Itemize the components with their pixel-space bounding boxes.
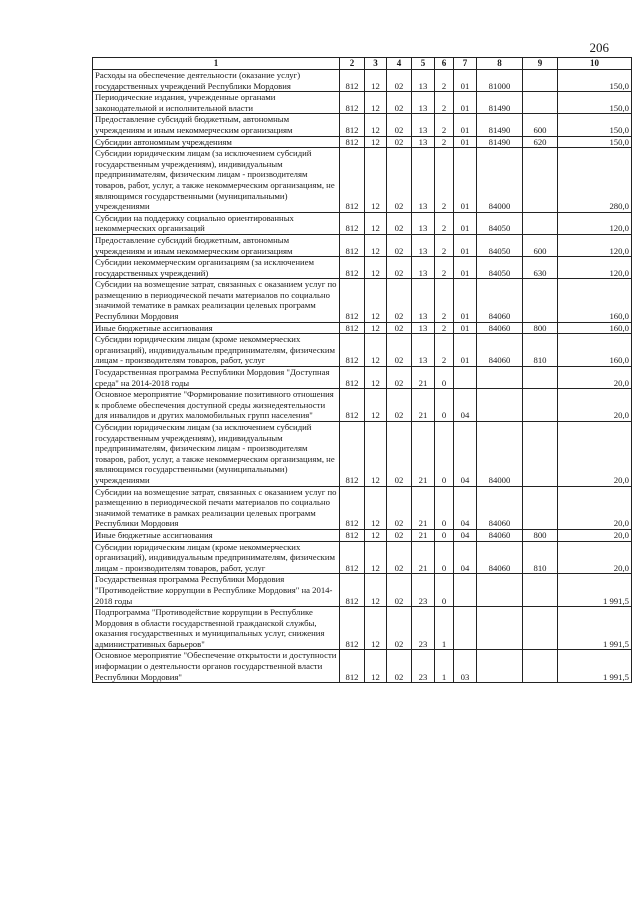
- code-cell: 02: [387, 234, 412, 256]
- code-cell: 21: [412, 486, 435, 529]
- code-cell: 21: [412, 422, 435, 487]
- code-cell: 12: [365, 279, 387, 322]
- table-row: [93, 486, 632, 529]
- col-header: 8: [477, 58, 523, 70]
- code-cell: 600: [523, 114, 558, 136]
- code-cell: 13: [412, 322, 435, 334]
- code-cell: 02: [387, 148, 412, 213]
- amount-cell: 1 991,5: [558, 650, 632, 683]
- col-header: 1: [93, 58, 340, 70]
- col-header: 4: [387, 58, 412, 70]
- code-cell: [477, 574, 523, 607]
- code-cell: 12: [365, 70, 387, 92]
- code-cell: 02: [387, 70, 412, 92]
- code-cell: 12: [365, 367, 387, 389]
- amount-cell: 20,0: [558, 541, 632, 574]
- table-row: [93, 136, 632, 148]
- code-cell: 02: [387, 279, 412, 322]
- table-row: [93, 279, 632, 322]
- code-cell: 0: [435, 541, 454, 574]
- code-cell: 12: [365, 422, 387, 487]
- code-cell: 81490: [477, 136, 523, 148]
- code-cell: 12: [365, 234, 387, 256]
- code-cell: 2: [435, 234, 454, 256]
- code-cell: 12: [365, 257, 387, 279]
- code-cell: [523, 486, 558, 529]
- amount-cell: 1 991,5: [558, 574, 632, 607]
- row-name: Подпрограмма "Противодействие коррупции в Республике Мордовия в области государственной гражданской службы, оказания государственных и муниципальных услуг, снижения административных барьеров": [93, 607, 340, 650]
- code-cell: 23: [412, 650, 435, 683]
- row-name: Субсидии автономным учреждениям: [93, 136, 340, 148]
- code-cell: 2: [435, 148, 454, 213]
- row-name: Основное мероприятие "Формирование позитивного отношения к проблеме обеспечения доступной среды жизнедеятельности для инвалидов и других маломобильных групп населения": [93, 389, 340, 422]
- code-cell: 812: [340, 334, 365, 367]
- code-cell: 01: [454, 334, 477, 367]
- col-header: 2: [340, 58, 365, 70]
- code-cell: [523, 92, 558, 114]
- code-cell: [454, 367, 477, 389]
- code-cell: 13: [412, 234, 435, 256]
- row-name: Субсидии юридическим лицам (за исключением субсидий государственным учреждениям), индивидуальным предпринимателям, физическим лицам - производителям товаров, работ, услуг, а также некоммерческим организациям, не являющимся государственными (муниципальными) учреждениями: [93, 422, 340, 487]
- code-cell: 2: [435, 70, 454, 92]
- code-cell: 01: [454, 279, 477, 322]
- row-name: Субсидии юридическим лицам (за исключением субсидий государственным учреждениям), индивидуальным предпринимателям, физическим лицам - производителям товаров, работ, услуг, а также некоммерческим организациям, не являющимся государственными (муниципальными) учреждениями: [93, 148, 340, 213]
- code-cell: 12: [365, 389, 387, 422]
- code-cell: 84060: [477, 486, 523, 529]
- table-row: [93, 389, 632, 422]
- code-cell: [523, 574, 558, 607]
- table-row: [93, 607, 632, 650]
- code-cell: 84000: [477, 148, 523, 213]
- code-cell: 812: [340, 486, 365, 529]
- amount-cell: 150,0: [558, 114, 632, 136]
- table-row: [93, 148, 632, 213]
- code-cell: 02: [387, 389, 412, 422]
- amount-cell: 280,0: [558, 148, 632, 213]
- budget-table: [92, 57, 632, 683]
- code-cell: 81490: [477, 114, 523, 136]
- code-cell: 12: [365, 136, 387, 148]
- code-cell: 812: [340, 148, 365, 213]
- col-header: 3: [365, 58, 387, 70]
- amount-cell: 20,0: [558, 367, 632, 389]
- code-cell: 812: [340, 70, 365, 92]
- code-cell: 13: [412, 70, 435, 92]
- code-cell: 812: [340, 92, 365, 114]
- code-cell: 84050: [477, 257, 523, 279]
- code-cell: 2: [435, 334, 454, 367]
- code-cell: 02: [387, 212, 412, 234]
- code-cell: [523, 422, 558, 487]
- code-cell: 03: [454, 650, 477, 683]
- table-row: [93, 257, 632, 279]
- code-cell: 01: [454, 136, 477, 148]
- table-row: [93, 529, 632, 541]
- row-name: Субсидии юридическим лицам (кроме некоммерческих организаций), индивидуальным предпринимателям, физическим лицам - производителям товаров, работ, услуг: [93, 334, 340, 367]
- code-cell: 812: [340, 212, 365, 234]
- code-cell: 812: [340, 529, 365, 541]
- col-header: 7: [454, 58, 477, 70]
- table-row: [93, 212, 632, 234]
- code-cell: 800: [523, 322, 558, 334]
- table-row: [93, 234, 632, 256]
- code-cell: 12: [365, 650, 387, 683]
- amount-cell: 120,0: [558, 212, 632, 234]
- code-cell: 81490: [477, 92, 523, 114]
- code-cell: 812: [340, 367, 365, 389]
- code-cell: 21: [412, 541, 435, 574]
- code-cell: 0: [435, 574, 454, 607]
- table-row: [93, 334, 632, 367]
- code-cell: 12: [365, 212, 387, 234]
- code-cell: 81000: [477, 70, 523, 92]
- code-cell: 23: [412, 607, 435, 650]
- amount-cell: 20,0: [558, 486, 632, 529]
- code-cell: [523, 607, 558, 650]
- code-cell: 04: [454, 486, 477, 529]
- row-name: Субсидии на возмещение затрат, связанных с оказанием услуг по размещению в периодической печати материалов по социально значимой тематике в рамках реализации целевых программ Республики Мордовия: [93, 279, 340, 322]
- code-cell: 812: [340, 136, 365, 148]
- code-cell: 01: [454, 212, 477, 234]
- row-name: Субсидии некоммерческим организациям (за исключением государственных учреждений): [93, 257, 340, 279]
- code-cell: 2: [435, 257, 454, 279]
- code-cell: [523, 389, 558, 422]
- code-cell: 01: [454, 322, 477, 334]
- table-row: [93, 70, 632, 92]
- code-cell: 810: [523, 541, 558, 574]
- code-cell: 812: [340, 574, 365, 607]
- code-cell: 800: [523, 529, 558, 541]
- table-row: [93, 541, 632, 574]
- code-cell: 2: [435, 136, 454, 148]
- table-row: [93, 322, 632, 334]
- code-cell: 01: [454, 92, 477, 114]
- code-cell: [523, 650, 558, 683]
- code-cell: 84000: [477, 422, 523, 487]
- amount-cell: 120,0: [558, 257, 632, 279]
- amount-cell: 20,0: [558, 529, 632, 541]
- code-cell: 01: [454, 148, 477, 213]
- code-cell: 01: [454, 70, 477, 92]
- row-name: Субсидии юридическим лицам (кроме некоммерческих организаций), индивидуальным предпринимателям, физическим лицам - производителям товаров, работ, услуг: [93, 541, 340, 574]
- code-cell: 84060: [477, 279, 523, 322]
- row-name: Расходы на обеспечение деятельности (оказание услуг) государственных учреждений Республики Мордовия: [93, 70, 340, 92]
- code-cell: 02: [387, 486, 412, 529]
- code-cell: 21: [412, 389, 435, 422]
- code-cell: 84060: [477, 334, 523, 367]
- code-cell: 13: [412, 279, 435, 322]
- code-cell: [477, 367, 523, 389]
- code-cell: 812: [340, 650, 365, 683]
- row-name: Периодические издания, учрежденные органами законодательной и исполнительной власти: [93, 92, 340, 114]
- amount-cell: 20,0: [558, 389, 632, 422]
- table-row: [93, 92, 632, 114]
- code-cell: [454, 607, 477, 650]
- code-cell: 13: [412, 257, 435, 279]
- code-cell: 810: [523, 334, 558, 367]
- code-cell: 600: [523, 234, 558, 256]
- code-cell: 620: [523, 136, 558, 148]
- code-cell: 13: [412, 136, 435, 148]
- row-name: Государственная программа Республики Мордовия "Доступная среда" на 2014-2018 годы: [93, 367, 340, 389]
- code-cell: 84060: [477, 322, 523, 334]
- code-cell: 04: [454, 541, 477, 574]
- code-cell: 2: [435, 92, 454, 114]
- page-number: 206: [589, 40, 609, 55]
- code-cell: 812: [340, 422, 365, 487]
- code-cell: 84050: [477, 234, 523, 256]
- code-cell: 84060: [477, 529, 523, 541]
- code-cell: 02: [387, 422, 412, 487]
- amount-cell: 160,0: [558, 322, 632, 334]
- row-name: Основное мероприятие "Обеспечение открытости и доступности информации о деятельности органов государственной власти Республики Мордовия": [93, 650, 340, 683]
- code-cell: 12: [365, 322, 387, 334]
- code-cell: 812: [340, 322, 365, 334]
- row-name: Предоставление субсидий бюджетным, автономным учреждениям и иным некоммерческим организациям: [93, 114, 340, 136]
- code-cell: 0: [435, 367, 454, 389]
- code-cell: 812: [340, 257, 365, 279]
- amount-cell: 160,0: [558, 279, 632, 322]
- code-cell: [523, 367, 558, 389]
- code-cell: 04: [454, 389, 477, 422]
- code-cell: [523, 148, 558, 213]
- code-cell: 02: [387, 367, 412, 389]
- code-cell: 812: [340, 607, 365, 650]
- code-cell: 21: [412, 529, 435, 541]
- code-cell: 13: [412, 148, 435, 213]
- amount-cell: 120,0: [558, 234, 632, 256]
- code-cell: 0: [435, 486, 454, 529]
- code-cell: 02: [387, 650, 412, 683]
- amount-cell: 160,0: [558, 334, 632, 367]
- code-cell: 12: [365, 486, 387, 529]
- row-name: Иные бюджетные ассигнования: [93, 529, 340, 541]
- code-cell: 13: [412, 212, 435, 234]
- code-cell: 02: [387, 529, 412, 541]
- col-header: 9: [523, 58, 558, 70]
- code-cell: 02: [387, 334, 412, 367]
- code-cell: 04: [454, 422, 477, 487]
- code-cell: 0: [435, 389, 454, 422]
- table-row: [93, 114, 632, 136]
- code-cell: 13: [412, 334, 435, 367]
- code-cell: 812: [340, 279, 365, 322]
- code-cell: 812: [340, 234, 365, 256]
- code-cell: 13: [412, 92, 435, 114]
- code-cell: [523, 279, 558, 322]
- code-cell: 02: [387, 114, 412, 136]
- code-cell: 01: [454, 257, 477, 279]
- code-cell: [477, 607, 523, 650]
- code-cell: 04: [454, 529, 477, 541]
- code-cell: 84050: [477, 212, 523, 234]
- table-row: [93, 574, 632, 607]
- col-header: 6: [435, 58, 454, 70]
- code-cell: 12: [365, 607, 387, 650]
- amount-cell: 150,0: [558, 136, 632, 148]
- code-cell: 84060: [477, 541, 523, 574]
- code-cell: [477, 389, 523, 422]
- code-cell: 23: [412, 574, 435, 607]
- code-cell: 630: [523, 257, 558, 279]
- table-header-row: [93, 58, 632, 70]
- code-cell: 01: [454, 234, 477, 256]
- code-cell: 02: [387, 92, 412, 114]
- code-cell: [523, 212, 558, 234]
- code-cell: 02: [387, 257, 412, 279]
- code-cell: 12: [365, 334, 387, 367]
- code-cell: 0: [435, 422, 454, 487]
- amount-cell: 20,0: [558, 422, 632, 487]
- code-cell: 0: [435, 529, 454, 541]
- code-cell: 1: [435, 607, 454, 650]
- code-cell: 02: [387, 136, 412, 148]
- code-cell: 12: [365, 114, 387, 136]
- col-header: 10: [558, 58, 632, 70]
- col-header: 5: [412, 58, 435, 70]
- code-cell: 12: [365, 92, 387, 114]
- code-cell: 21: [412, 367, 435, 389]
- code-cell: 12: [365, 148, 387, 213]
- row-name: Субсидии на возмещение затрат, связанных с оказанием услуг по размещению в периодической печати материалов по социально значимой тематике в рамках реализации целевых программ Республики Мордовия: [93, 486, 340, 529]
- code-cell: [477, 650, 523, 683]
- amount-cell: 150,0: [558, 92, 632, 114]
- code-cell: 13: [412, 114, 435, 136]
- code-cell: 2: [435, 279, 454, 322]
- row-name: Государственная программа Республики Мордовия "Противодействие коррупции в Республике Мордовия" на 2014-2018 годы: [93, 574, 340, 607]
- row-name: Иные бюджетные ассигнования: [93, 322, 340, 334]
- code-cell: 02: [387, 574, 412, 607]
- row-name: Предоставление субсидий бюджетным, автономным учреждениям и иным некоммерческим организациям: [93, 234, 340, 256]
- table-row: [93, 650, 632, 683]
- code-cell: 1: [435, 650, 454, 683]
- code-cell: 12: [365, 529, 387, 541]
- code-cell: 812: [340, 114, 365, 136]
- code-cell: [454, 574, 477, 607]
- code-cell: [523, 70, 558, 92]
- table-row: [93, 422, 632, 487]
- table-row: [93, 367, 632, 389]
- code-cell: 12: [365, 541, 387, 574]
- amount-cell: 1 991,5: [558, 607, 632, 650]
- code-cell: 812: [340, 541, 365, 574]
- code-cell: 812: [340, 389, 365, 422]
- code-cell: 2: [435, 322, 454, 334]
- row-name: Субсидии на поддержку социально ориентированных некоммерческих организаций: [93, 212, 340, 234]
- code-cell: 02: [387, 607, 412, 650]
- code-cell: 02: [387, 541, 412, 574]
- amount-cell: 150,0: [558, 70, 632, 92]
- code-cell: 02: [387, 322, 412, 334]
- code-cell: 01: [454, 114, 477, 136]
- code-cell: 12: [365, 574, 387, 607]
- code-cell: 2: [435, 212, 454, 234]
- code-cell: 2: [435, 114, 454, 136]
